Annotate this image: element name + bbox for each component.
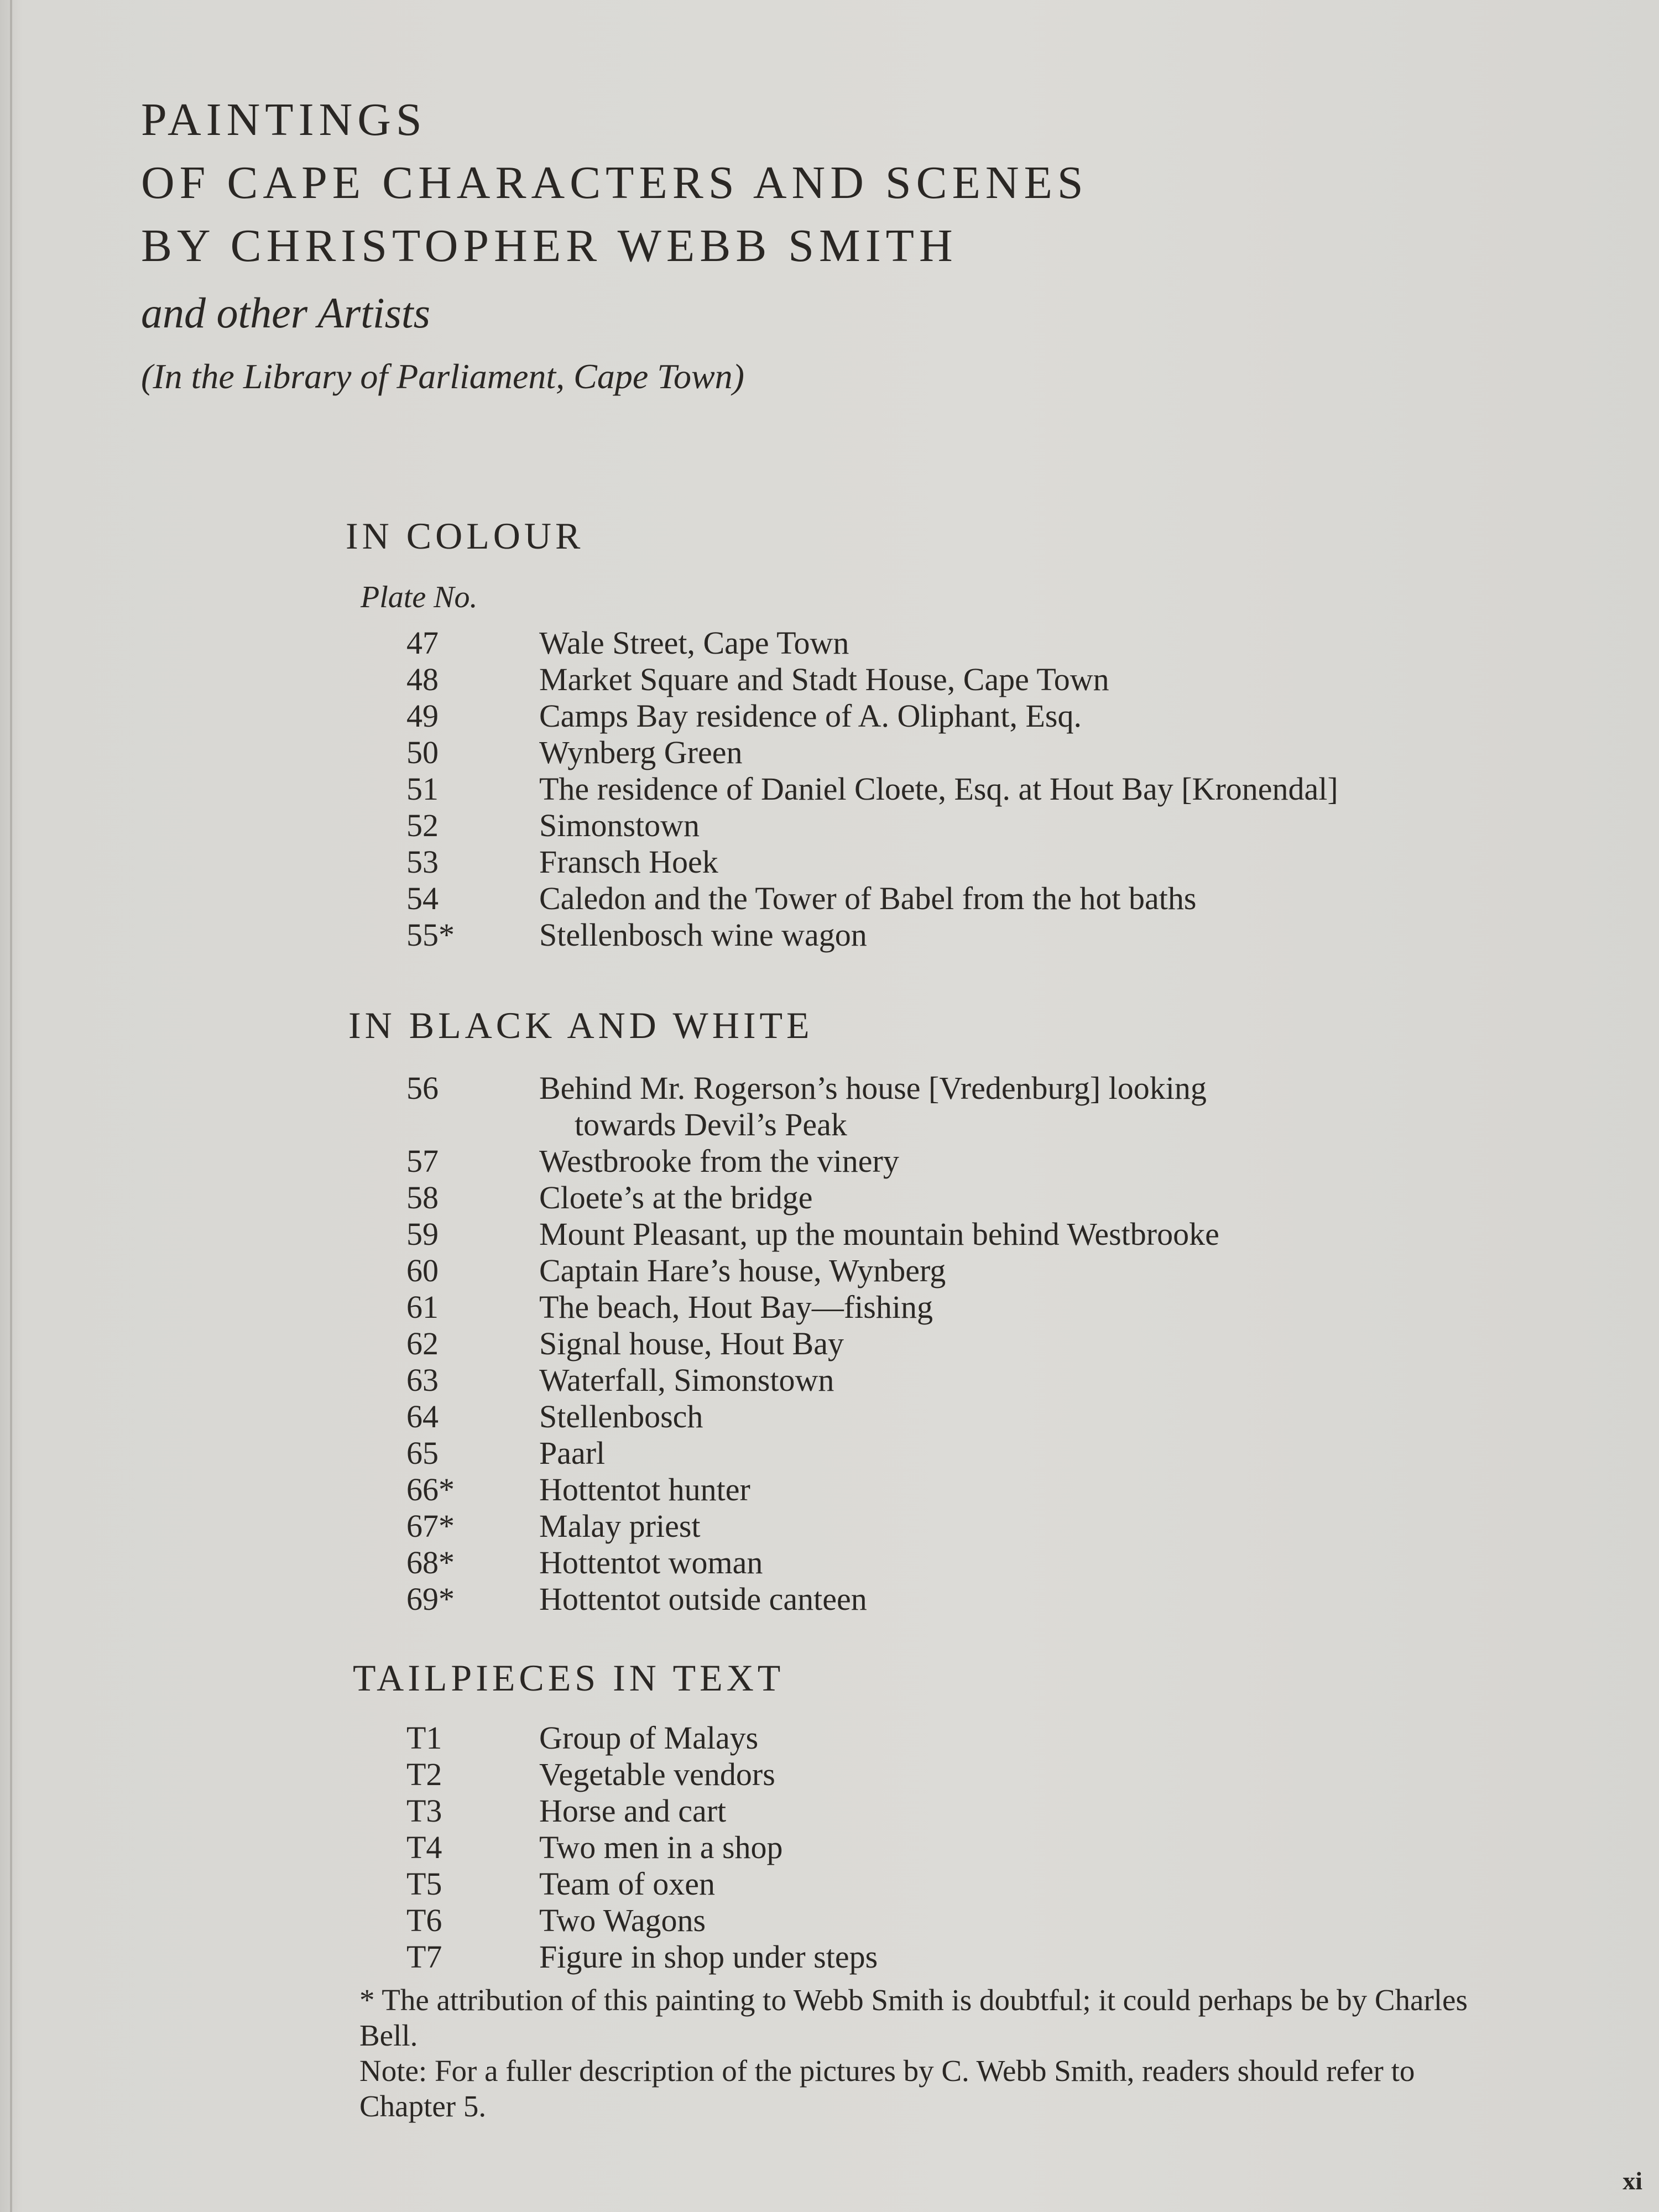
list-item xyxy=(406,1508,1457,1545)
plate-title: Hottentot outside canteen xyxy=(539,1581,867,1617)
tailpiece-list xyxy=(406,1720,1457,1975)
plate-title: Waterfall, Simonstown xyxy=(539,1362,834,1398)
plate-number: 54 xyxy=(406,880,439,916)
colour-plate-list xyxy=(406,625,1457,953)
plate-title: Wale Street, Cape Town xyxy=(539,625,849,661)
subtitle: and other Artists xyxy=(141,289,430,337)
tailpiece-number: T1 xyxy=(406,1720,442,1756)
plate-title: Malay priest xyxy=(539,1508,701,1544)
plate-title: Stellenbosch xyxy=(539,1399,703,1434)
tailpiece-number: T6 xyxy=(406,1902,442,1938)
title-line-2: OF CAPE CHARACTERS AND SCENES xyxy=(141,157,1088,208)
list-item xyxy=(406,1581,1457,1618)
page-edge xyxy=(10,0,12,2212)
plate-number: 59 xyxy=(406,1216,439,1252)
plate-title: The beach, Hout Bay—fishing xyxy=(539,1289,933,1325)
list-item xyxy=(406,1253,1457,1289)
plate-number: 48 xyxy=(406,661,439,697)
plate-title: Hottentot woman xyxy=(539,1545,763,1580)
plate-number: 52 xyxy=(406,807,439,843)
page-number: xi xyxy=(1623,2167,1642,2195)
list-item xyxy=(406,1216,1457,1253)
plate-number: 65 xyxy=(406,1435,439,1471)
list-item xyxy=(406,1399,1457,1435)
plate-title: Camps Bay residence of A. Oliphant, Esq. xyxy=(539,698,1082,734)
list-item xyxy=(406,1143,1457,1180)
list-item xyxy=(406,1070,1457,1143)
plate-number: 61 xyxy=(406,1289,439,1325)
tailpiece-number: T5 xyxy=(406,1866,442,1902)
plate-title: Fransch Hoek xyxy=(539,844,718,880)
plate-title: Market Square and Stadt House, Cape Town xyxy=(539,661,1109,697)
section-heading-colour: IN COLOUR xyxy=(346,515,585,557)
plate-title: Stellenbosch wine wagon xyxy=(539,917,867,953)
plate-number: 69* xyxy=(406,1581,455,1617)
plate-number: 68* xyxy=(406,1545,455,1580)
bw-plate-list xyxy=(406,1070,1457,1618)
list-item xyxy=(406,1829,1457,1866)
plate-number-header: Plate No. xyxy=(361,580,478,614)
tailpiece-number: T7 xyxy=(406,1939,442,1975)
attribution-footnote: * The attribution of this painting to Webb Smith is doubtful; it could perhaps be by Charles Bell. xyxy=(359,1983,1468,2052)
plate-number: 57 xyxy=(406,1143,439,1179)
tailpiece-title: Team of oxen xyxy=(539,1866,716,1902)
plate-title: Paarl xyxy=(539,1435,606,1471)
list-item xyxy=(406,698,1457,734)
list-item xyxy=(406,1545,1457,1581)
plate-number: 62 xyxy=(406,1326,439,1361)
plate-title: The residence of Daniel Cloete, Esq. at Hout Bay [Kronendal] xyxy=(539,771,1338,807)
list-item xyxy=(406,1435,1457,1472)
plate-number: 55* xyxy=(406,917,455,953)
plate-number: 64 xyxy=(406,1399,439,1434)
plate-title: Mount Pleasant, up the mountain behind Westbrooke xyxy=(539,1216,1219,1252)
plate-title: Wynberg Green xyxy=(539,734,743,770)
list-item xyxy=(406,1866,1457,1902)
plate-number: 66* xyxy=(406,1472,455,1507)
list-item xyxy=(406,1939,1457,1975)
plate-number: 51 xyxy=(406,771,439,807)
plate-number: 56 xyxy=(406,1070,439,1106)
list-item xyxy=(406,917,1457,953)
title-line-3: BY CHRISTOPHER WEBB SMITH xyxy=(141,220,958,272)
tailpiece-title: Two Wagons xyxy=(539,1902,706,1938)
tailpiece-title: Vegetable vendors xyxy=(539,1756,775,1792)
list-item xyxy=(406,661,1457,698)
list-item xyxy=(406,771,1457,807)
footnotes xyxy=(359,1983,1477,2124)
tailpiece-number: T3 xyxy=(406,1793,442,1829)
plate-title: Signal house, Hout Bay xyxy=(539,1326,844,1361)
list-item xyxy=(406,880,1457,917)
list-item xyxy=(406,1793,1457,1829)
title-line-1: PAINTINGS xyxy=(141,94,427,145)
list-item xyxy=(406,844,1457,880)
plate-title: Simonstown xyxy=(539,807,700,843)
location-note: (In the Library of Parliament, Cape Town) xyxy=(141,357,744,396)
plate-title-wrapped xyxy=(539,1070,1457,1143)
list-item xyxy=(406,1472,1457,1508)
list-item xyxy=(406,1720,1457,1756)
plate-number: 67* xyxy=(406,1508,455,1544)
tailpiece-number: T2 xyxy=(406,1756,442,1792)
plate-title: Westbrooke from the vinery xyxy=(539,1143,899,1179)
title-block xyxy=(141,88,1468,407)
section-heading-tailpieces: TAILPIECES IN TEXT xyxy=(353,1657,785,1699)
tailpiece-number: T4 xyxy=(406,1829,442,1865)
plate-title: Hottentot hunter xyxy=(539,1472,750,1507)
plate-title: Caledon and the Tower of Babel from the hot baths xyxy=(539,880,1197,916)
plate-number: 63 xyxy=(406,1362,439,1398)
plate-number: 58 xyxy=(406,1180,439,1215)
tailpiece-title: Figure in shop under steps xyxy=(539,1939,878,1975)
plate-title: Captain Hare’s house, Wynberg xyxy=(539,1253,946,1288)
plate-title: Cloete’s at the bridge xyxy=(539,1180,813,1215)
plate-number: 49 xyxy=(406,698,439,734)
plate-number: 60 xyxy=(406,1253,439,1288)
list-item xyxy=(406,1180,1457,1216)
list-item xyxy=(406,807,1457,844)
list-item xyxy=(406,734,1457,771)
list-item xyxy=(406,1756,1457,1793)
section-heading-black-and-white: IN BLACK AND WHITE xyxy=(348,1004,813,1046)
plate-title: Behind Mr. Rogerson’s house [Vredenburg] looking xyxy=(539,1070,1207,1106)
tailpiece-title: Group of Malays xyxy=(539,1720,759,1756)
list-item xyxy=(406,1362,1457,1399)
tailpiece-title: Two men in a shop xyxy=(539,1829,783,1865)
tailpiece-title: Horse and cart xyxy=(539,1793,727,1829)
list-item xyxy=(406,625,1457,661)
plate-number: 53 xyxy=(406,844,439,880)
list-item xyxy=(406,1326,1457,1362)
plate-number: 47 xyxy=(406,625,439,661)
chapter-note: Note: For a fuller description of the pictures by C. Webb Smith, readers should refer to Chapter 5. xyxy=(359,2054,1415,2123)
plate-number: 50 xyxy=(406,734,439,770)
list-item xyxy=(406,1902,1457,1939)
plate-title-continuation: towards Devil’s Peak xyxy=(575,1107,847,1142)
list-item xyxy=(406,1289,1457,1326)
